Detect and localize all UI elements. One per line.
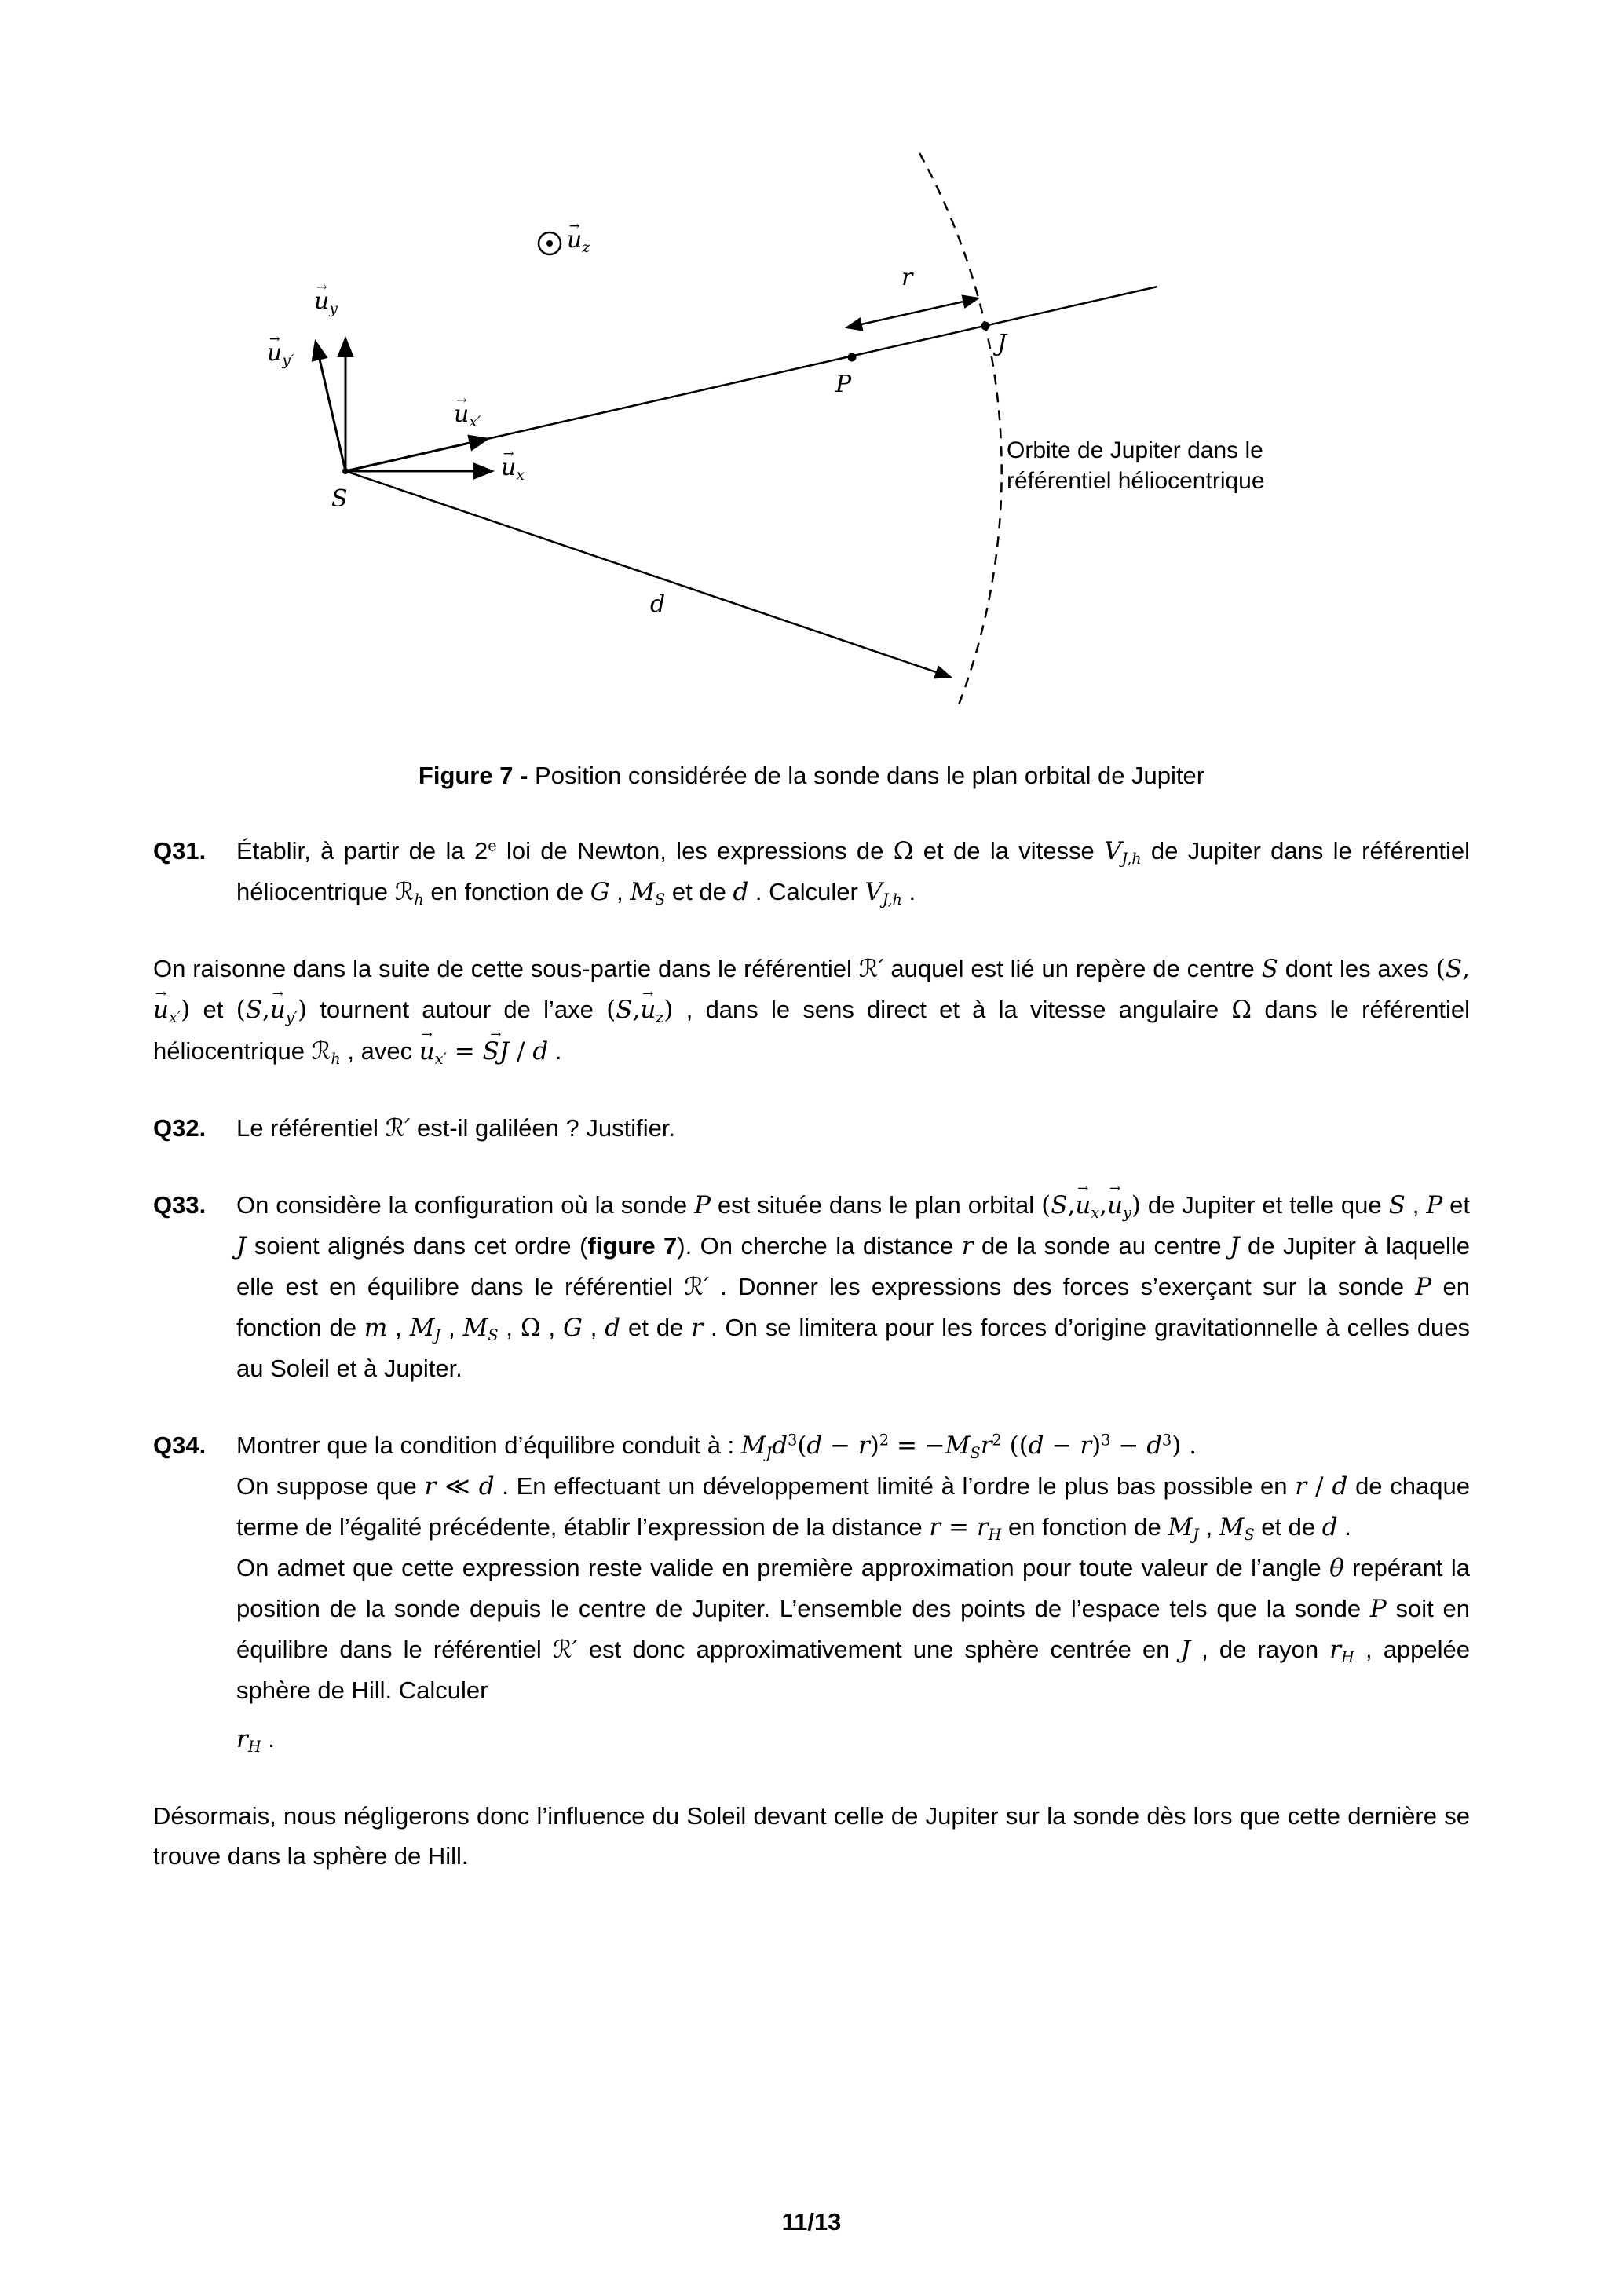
page-number: 11/13: [781, 2208, 842, 2236]
point-j-label: J: [997, 330, 1007, 357]
orbit-annotation: [1007, 435, 1265, 496]
question-q34-hill-sphere-part: On admet que cette expression reste valide en première approximation pour toute valeur de l’angle θ repérant la position de la sonde depuis le centre de Jupiter. L’ensemble des points de l’espace tels que la sonde P soit en équilibre dans le référentiel ℛ′ est donc approximativement une sphère centrée en J , de rayon rH , appelée sphère de Hill. Calculer: [236, 1553, 1471, 1705]
closing-paragraph: Désormais, nous négligerons donc l’influence du Soleil devant celle de Jupiter sur la sonde dès lors que cette dernière se trouve dans la sphère de Hill.: [153, 1801, 1470, 1870]
question-q31: [153, 831, 1470, 912]
question-q32-label: Q32.: [153, 1113, 207, 1142]
figure-caption: Figure 7 - Position considérée de la sonde dans le plan orbital de Jupiter: [418, 762, 1205, 789]
point-s-label: S: [331, 485, 348, 513]
point-s-dot: [342, 468, 349, 474]
question-q32: [153, 1108, 1470, 1149]
d-distance-arrow: [345, 471, 950, 677]
question-q34-rh-line: rH .: [236, 1724, 275, 1756]
jupiter-orbit-arc: [919, 153, 1002, 707]
uz-vector-label: → uz: [567, 226, 590, 256]
uy-prime-vector-arrow: [316, 342, 345, 471]
ux-prime-vector-label: → ux′: [454, 400, 481, 430]
orbit-annotation-line1: Orbite de Jupiter dans le: [1007, 437, 1263, 463]
figure-7-geometry: [141, 133, 1470, 730]
uy-prime-vector-label: → uy′: [267, 339, 294, 369]
ux-prime-vector-arrow: [345, 439, 487, 471]
question-q34-equilibrium-condition: Montrer que la condition d’équilibre conduit à : $MJd^3(d - r)^2 = -MSr^2$ $((d - r)^3 - d^3)$ .: [236, 1430, 1197, 1462]
r-measure-arrow: [847, 298, 978, 327]
question-q34: [153, 1425, 1470, 1760]
point-p-label: P: [835, 371, 852, 398]
question-q31-text: Établir, à partir de la 2e loi de Newton, les expressions de Ω et de la vitesse VJ,h de Jupiter dans le référentiel héliocentrique ℛh en fonction de G , MS et de d . Calculer VJ,h .: [236, 836, 1471, 909]
d-distance-label: d: [650, 590, 666, 618]
uy-vector-label: → uy: [314, 287, 338, 317]
ux-vector-label: → ux: [501, 454, 525, 484]
question-q33: [153, 1185, 1470, 1389]
orbit-annotation-line2: référentiel héliocentrique: [1007, 468, 1265, 494]
question-q33-label: Q33.: [153, 1190, 207, 1219]
question-q32-text: Le référentiel ℛ′ est-il galiléen ? Justifier.: [236, 1113, 676, 1143]
point-p-dot: [848, 353, 857, 362]
figure-7-diagram: [141, 133, 1470, 730]
question-q34-expansion-part: On suppose que r ≪ d . En effectuant un développement limité à l’ordre le plus bas possible en r / d de chaque terme de l’égalité précédente, établir l’expression de la distance r = rH en fonction de MJ , MS et de d .: [236, 1472, 1470, 1544]
question-q33-text: On considère la configuration où la sonde P est située dans le plan orbital (S,→ ux,→ uy) de Jupiter et telle que S , P et J soient alignés dans cet ordre (figure 7). On cherche la distance r de la sonde au centre J de Jupiter à laquelle elle est en équilibre dans le référentiel ℛ′ . Donner les expressions des forces s’exerçant sur la sonde P en fonction de m , MJ , MS , Ω , G , d et de r . On se limitera pour les forces d’origine gravitationnelle à celles dues au Soleil et à Jupiter.: [236, 1191, 1470, 1383]
uz-out-of-plane-dot: [546, 240, 553, 247]
paragraph-referentiel-r-prime: On raisonne dans la suite de cette sous-partie dans le référentiel ℛ′ auquel est lié un repère de centre S dont les axes (S,→ ux′) et (S,→ uy′) tournent autour de l’axe (S,→ uz) , dans le sens direct et à la vitesse angulaire Ω dans le référentiel héliocentrique ℛh , avec → ux′ = → SJ / d .: [153, 949, 1470, 1071]
point-j-dot: [981, 322, 990, 331]
question-q31-label: Q31.: [153, 837, 207, 865]
r-distance-label: r: [901, 264, 913, 291]
question-q34-label: Q34.: [153, 1431, 207, 1459]
